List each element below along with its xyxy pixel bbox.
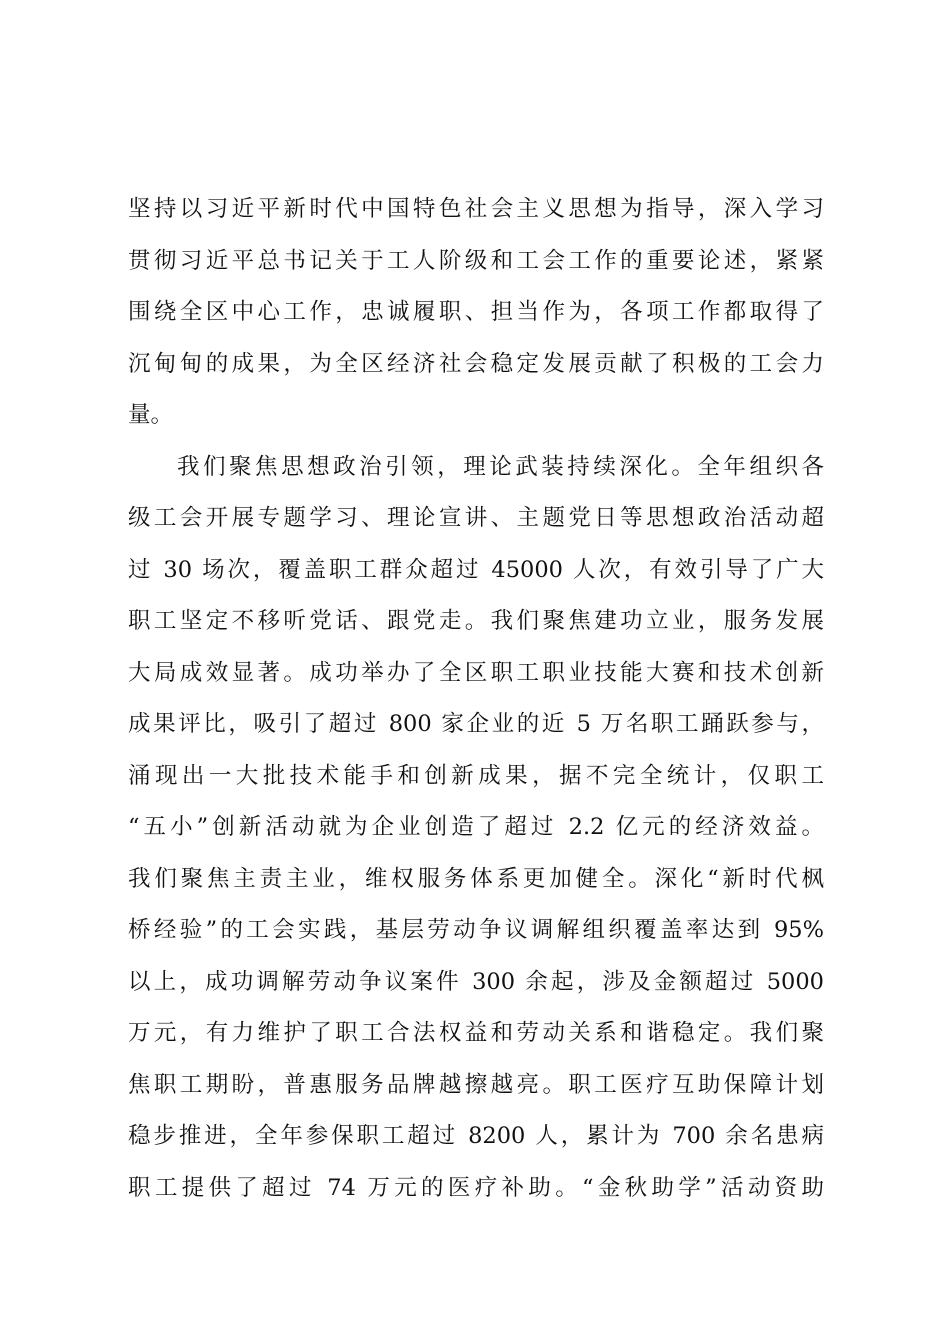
text-line: 职工提供了超过 74 万元的医疗补助。“金秋助学”活动资助 (128, 1174, 824, 1201)
text-line: 成果评比，吸引了超过 800 家企业的近 5 万名职工踊跃参与， (128, 711, 824, 737)
text-line: 涌现出一大批技术能手和创新成果，据不完全统计，仅职工 (128, 762, 824, 789)
text-line: 级工会开展专题学习、理论宣讲、主题党日等思想政治活动超 (128, 505, 824, 531)
body-text (128, 184, 824, 1214)
text-line: 焦职工期盼，普惠服务品牌越擦越亮。职工医疗互助保障计划 (128, 1071, 824, 1098)
text-line: 围绕全区中心工作，忠诚履职、担当作为，各项工作都取得了 (128, 299, 824, 325)
paragraph-first-line: 我们聚焦思想政治引领，理论武装持续深化。全年组织各 (177, 453, 824, 480)
text-line: “五小”创新活动就为企业创造了超过 2.2 亿元的经济效益。 (128, 814, 824, 840)
text-line: 万元，有力维护了职工合法权益和劳动关系和谐稳定。我们聚 (128, 1020, 824, 1046)
text-line: 过 30 场次，覆盖职工群众超过 45000 人次，有效引导了广大 (128, 556, 824, 583)
text-line: 坚持以习近平新时代中国特色社会主义思想为指导，深入学习 (128, 196, 824, 222)
text-line: 量。 (128, 402, 174, 428)
text-line: 沉甸甸的成果，为全区经济社会稳定发展贡献了积极的工会力 (128, 350, 824, 377)
text-line: 我们聚焦主责主业，维权服务体系更加健全。深化“新时代枫 (128, 865, 824, 892)
text-line: 贯彻习近平总书记关于工人阶级和工会工作的重要论述，紧紧 (128, 247, 824, 274)
text-line: 稳步推进，全年参保职工超过 8200 人，累计为 700 余名患病 (128, 1123, 824, 1149)
text-line: 职工坚定不移听党话、跟党走。我们聚焦建功立业，服务发展 (128, 608, 824, 634)
text-line: 以上，成功调解劳动争议案件 300 余起，涉及金额超过 5000 (128, 968, 824, 995)
text-line: 大局成效显著。成功举办了全区职工职业技能大赛和技术创新 (128, 659, 824, 686)
text-line: 桥经验”的工会实践，基层劳动争议调解组织覆盖率达到 95% (128, 917, 824, 943)
